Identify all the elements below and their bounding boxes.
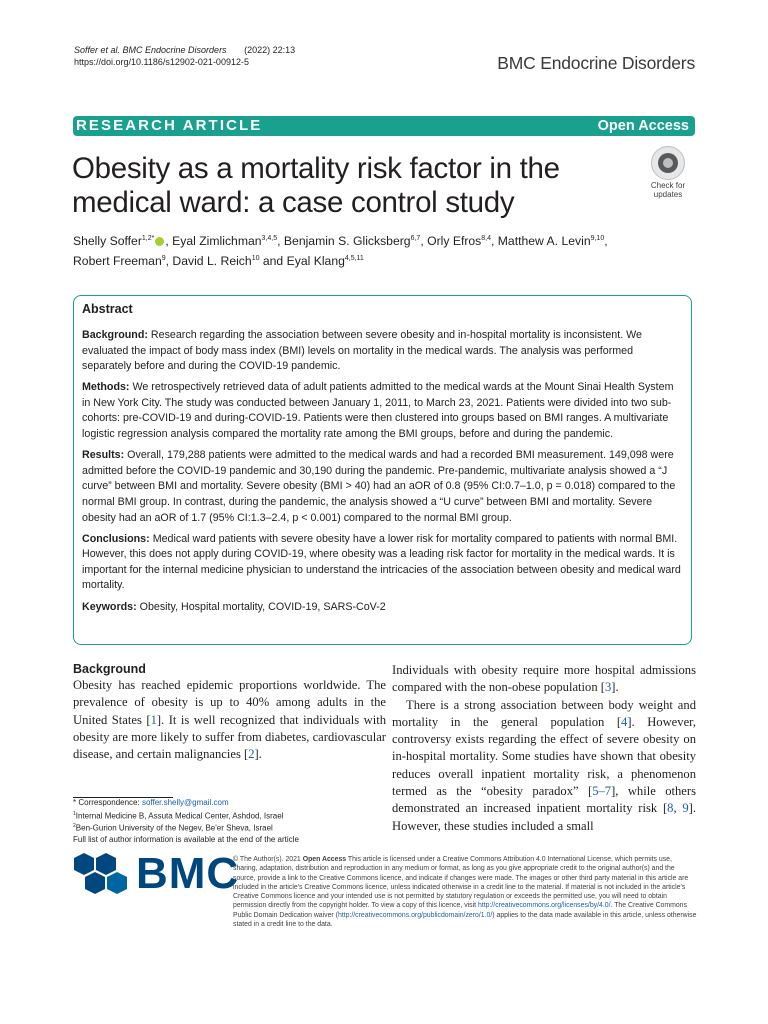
- citation-link[interactable]: 3: [605, 680, 612, 695]
- author-affiliation: 9,10: [590, 234, 605, 242]
- crossmark-icon: [651, 146, 685, 180]
- article-type-label: RESEARCH ARTICLE: [76, 117, 263, 134]
- affiliation-text: Ben-Gurion University of the Negev, Be'er Sheva, Israel: [75, 823, 273, 833]
- abstract-box: [73, 295, 692, 645]
- abstract-background: [82, 328, 682, 375]
- section-text: Research regarding the association between severe obesity and in-hospital mortality is inconsistent. We evaluated the impact of body mass index (BMI) levels on mortality in the medical wards. The analysis was performed separately before and during the COVID-19 pandemic.: [82, 329, 642, 373]
- badge-line2: updates: [653, 190, 683, 199]
- body-text: ].: [254, 747, 262, 762]
- affiliation-2: [73, 823, 273, 833]
- author-info-note: Full list of author information is available at the end of the article: [73, 835, 299, 844]
- author-affiliation: 1,2*: [141, 234, 155, 242]
- badge-line1: Check for: [650, 181, 686, 190]
- license-body: ) applies to the data made available in this article, unless otherwise stated in a credit line to the data.: [233, 911, 697, 929]
- bmc-logo-text: BMC: [136, 849, 240, 898]
- citation-link[interactable]: 2: [248, 747, 255, 762]
- author-name[interactable]: Matthew A. Levin: [497, 234, 591, 248]
- doi-link[interactable]: https://doi.org/10.1186/s12902-021-00912-5: [74, 57, 249, 67]
- section-label: Results:: [82, 449, 125, 462]
- article-title: Obesity as a mortality risk factor in the medical ward: a case control study: [72, 152, 560, 219]
- citation-link[interactable]: 9: [682, 801, 689, 816]
- author-affiliation: 4,5,11: [344, 254, 364, 262]
- license-open-access: Open Access: [302, 856, 347, 863]
- author-name[interactable]: Benjamin S. Glicksberg: [283, 234, 411, 248]
- journal-name: BMC Endocrine Disorders: [497, 53, 695, 73]
- body-text: Individuals with obesity require more hospital admissions compared with the non-obese population [: [392, 663, 696, 695]
- correspondence-email[interactable]: soffer.shelly@gmail.com: [141, 798, 229, 807]
- section-label: Methods:: [82, 381, 130, 394]
- author-list: Shelly Soffer$^{1,2*}$ , Eyal Zimlichman$^{3,4,5}$, Benjamin S. Glicksberg$^{6,7}$, Orly Efros$^{8,4}$, Matthew A. Levin$^{9,10}$, Robert Freeman$^9$, David L. Reich$^{10}$ and Eyal Klang$^{4,5,11}$: [73, 234, 608, 268]
- body-text: ], while others demonstrated an increased inpatient mortality risk [: [392, 784, 696, 816]
- license-url-link[interactable]: http://creativecommons.org/licenses/by/4.0/: [477, 902, 611, 910]
- author-and: and: [262, 254, 284, 268]
- body-paragraph: [73, 677, 386, 763]
- body-text: ,: [673, 801, 683, 816]
- section-label: Keywords:: [82, 600, 137, 613]
- orcid-icon[interactable]: [155, 237, 164, 246]
- waiver-url-link[interactable]: http://creativecommons.org/publicdomain/zero/1.0/: [337, 911, 493, 919]
- author-name[interactable]: Shelly Soffer: [73, 234, 142, 248]
- author-name[interactable]: Eyal Klang: [286, 254, 345, 268]
- license-body: . The Creative Commons Public Domain Dedication waiver (: [233, 902, 687, 919]
- author-affiliation: 9: [161, 254, 166, 262]
- body-right-column: [392, 662, 696, 835]
- body-text: ]. However, controversy exists regarding the effect of severe obesity on in-hospital mortality. Some studies have shown that obesity reduces overall inpatient mortality risk, a phenomenon termed as the “obesity paradox” [: [392, 714, 696, 799]
- abstract-methods: [82, 380, 682, 442]
- affiliation-text: Internal Medicine B, Assuta Medical Center, Ashdod, Israel: [75, 811, 284, 821]
- body-paragraph: [392, 662, 696, 697]
- body-text: There is a strong association between body weight and mortality in the general population [: [392, 697, 696, 729]
- abstract-heading: Abstract: [82, 302, 133, 316]
- section-label: Conclusions:: [82, 532, 150, 545]
- body-text: ]. However, these studies included a small: [392, 801, 696, 833]
- section-text: We retrospectively retrieved data of adult patients admitted to the medical wards at the Mount Sinai Health System in New York City. The study was conducted between January 1, 2011, to March 23, 2021. Patients were divided into two sub-cohorts: pre-COVID-19 and during-COVID-19. Patients were then clustered into groups based on BMI ranges. A multivariate logistic regression analysis compared the mortality rate among the BMI groups, before and during the pandemic.: [82, 381, 674, 441]
- abstract-conclusions: [82, 532, 682, 594]
- citation-link[interactable]: 5–7: [592, 784, 612, 799]
- abstract-keywords: [82, 600, 682, 616]
- section-text: Overall, 179,288 patients were admitted to the medical wards and had a recorded BMI measurement. 149,098 were admitted before the COVID-19 pandemic and 30,190 during the pandemic. Pre-pandemic, multivariate analysis showed a “J curve” between BMI and mortality. Severe obesity (BMI > 40) had an aOR of 0.8 (95% CI:0.7–1.0, p = 0.018) compared to the normal BMI group. In contrast, during the pandemic, the analysis showed a “U curve” between BMI and mortality. Severe obesity had an aOR of 1.7 (95% CI:1.3–2.4, p < 0.001) compared to the normal BMI group.: [82, 449, 676, 524]
- open-access-label: Open Access: [597, 118, 689, 134]
- correspondence-label: * Correspondence:: [73, 798, 140, 807]
- body-left-column: [73, 661, 386, 763]
- citation-authors: Soffer et al. BMC Endocrine Disorders: [74, 45, 227, 55]
- license-text: [233, 855, 698, 929]
- body-text: Obesity has reached epidemic proportions worldwide. The prevalence of obesity is up to 40% among adults in the United States [: [73, 678, 386, 727]
- body-text: ].: [611, 680, 619, 695]
- citation-link[interactable]: 8: [667, 801, 674, 816]
- body-text: ]. It is well recognized that individuals with obesity are more likely to suffer from diabetes, cardiovascular disease, and certain malignancies [: [73, 712, 386, 762]
- check-for-updates-badge[interactable]: [640, 144, 696, 202]
- author-name[interactable]: Eyal Zimlichman: [172, 234, 262, 248]
- citation-line: [74, 45, 295, 55]
- author-name[interactable]: Robert Freeman: [73, 254, 162, 268]
- affiliation-1: [73, 811, 283, 821]
- author-affiliation: 10: [251, 254, 260, 262]
- background-heading: Background: [73, 662, 146, 676]
- article-type-banner: [73, 116, 695, 136]
- section-text: Medical ward patients with severe obesity have a lower risk for mortality compared to patients with normal BMI. However, this does not apply during COVID-19, where obesity was a leading risk factor for mortality in the medical wards. It is important for the internal medicine physician to understand the intricacies of the association between obesity and medical ward mortality.: [82, 532, 681, 592]
- author-affiliation: 8,4: [481, 234, 491, 242]
- section-label: Background:: [82, 329, 148, 341]
- citation-year: (2022) 22:13: [244, 45, 296, 55]
- correspondence-note: [73, 798, 229, 807]
- author-name[interactable]: David L. Reich: [172, 254, 252, 268]
- affiliation-sup: 2: [73, 823, 76, 829]
- license-body: This article is licensed under a Creative Commons Attribution 4.0 International License, which permits use, sharing, adaptation, distribution and reproduction in any medium or format, as long as you give appropriate credit to the original author(s) and the source, provide a link to the Creative Commons licence, and indicate if changes were made. The images or other third party material in this article are included in the article's Creative Commons licence, unless indicated otherwise in a credit line to the material. If material is not included in the article's Creative Commons licence and your intended use is not permitted by statutory regulation or exceeds the permitted use, you will need to obtain permission directly from the copyright holder. To view a copy of this licence, visit: [233, 856, 689, 910]
- author-name[interactable]: Orly Efros: [427, 234, 482, 248]
- author-affiliation: 3,4,5: [261, 234, 278, 242]
- bmc-logo: [72, 849, 240, 898]
- abstract-results: [82, 448, 682, 526]
- copyright: © The Author(s). 2021: [233, 856, 301, 863]
- citation-link[interactable]: 1: [150, 712, 157, 727]
- author-affiliation: 6,7: [410, 234, 421, 242]
- citation-link[interactable]: 4: [621, 714, 628, 729]
- body-paragraph: [392, 697, 696, 835]
- bmc-logo-mark-icon: [72, 852, 130, 896]
- section-text: Obesity, Hospital mortality, COVID-19, SARS-CoV-2: [139, 600, 386, 613]
- affiliation-sup: 1: [73, 811, 76, 817]
